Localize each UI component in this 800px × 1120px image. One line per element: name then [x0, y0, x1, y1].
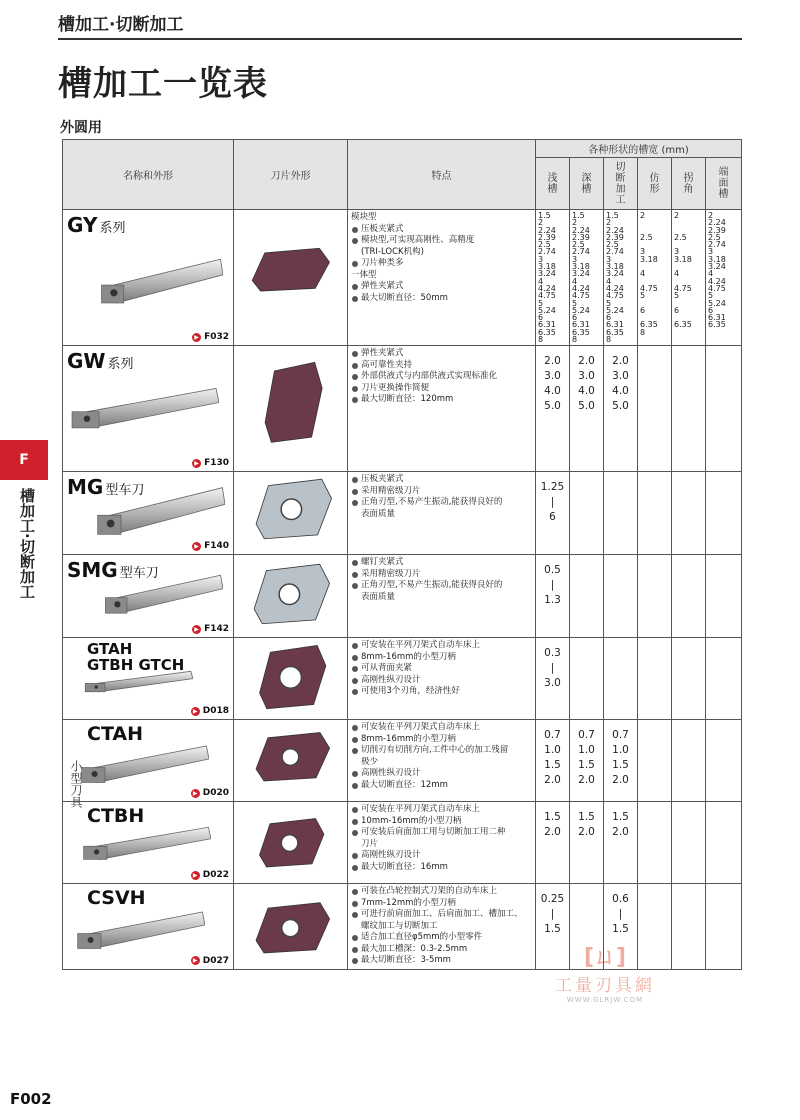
page-reference-text: D018 [202, 706, 229, 717]
features-cell [348, 720, 536, 802]
feature-item: 最大切断直径：12mm [351, 780, 532, 792]
feature-item: 模块型 [351, 212, 377, 222]
product-name-cell [63, 638, 234, 720]
feature-item: 高刚性纵刃设计 [351, 675, 532, 687]
feature-item: 最大切断直径：120mm [351, 394, 532, 406]
features-cell [348, 472, 536, 555]
product-name-cell [63, 346, 234, 472]
groove-width-cell [638, 346, 672, 472]
groove-width-cell: 2.0 3.0 4.0 5.0 [570, 346, 604, 472]
arrow-right-icon: ▶ [192, 459, 201, 468]
groove-width-cell: 2.0 3.0 4.0 5.0 [604, 346, 638, 472]
feature-item: 可安装在平列刀架式自动车床上 [351, 804, 532, 816]
insert-shape-cell [234, 802, 348, 884]
table-row [63, 346, 742, 472]
groove-width-cell [570, 638, 604, 720]
page-reference-text: D020 [202, 788, 229, 799]
feature-item: 采用精密级刀片 [351, 486, 532, 498]
feature-item: 正角刃型,不易产生振动,能获得良好的 [351, 580, 532, 592]
feature-item: 外部供液式与内部供液式实现标准化 [351, 371, 532, 383]
feature-item: 可安装在平列刀架式自动车床上 [351, 722, 532, 734]
feature-item: 弹性夹紧式 [351, 281, 532, 293]
groove-width-cell: 2.0 3.0 4.0 5.0 [536, 346, 570, 472]
groove-width-cell [638, 802, 672, 884]
features-cell [348, 555, 536, 638]
groove-width-cell [604, 555, 638, 638]
arrow-right-icon: ▶ [191, 956, 200, 965]
page-reference-link[interactable] [191, 788, 229, 798]
product-name-text: GW [67, 349, 106, 374]
feature-item: 极少 [361, 756, 379, 767]
feature-item: 一体型 [351, 269, 377, 280]
page-reference-link[interactable] [191, 956, 229, 966]
feature-item: 最大加工槽深：0.3-2.5mm [351, 944, 532, 956]
feature-item: 表面质量 [361, 508, 396, 519]
insert-image [252, 730, 332, 782]
product-name-text: GY [67, 213, 98, 237]
groove-width-cell: 0.7 1.0 1.5 2.0 [570, 720, 604, 802]
col-insert-header: 刀片外形 [234, 140, 348, 210]
product-name-text: GTAH GTBH GTCH [87, 640, 185, 675]
groove-width-cell: 0.7 1.0 1.5 2.0 [536, 720, 570, 802]
insert-image [262, 358, 324, 444]
groove-width-cell: 1.5 2 2.24 2.39 2.5 2.74 3 3.18 3.24 4 4.24 4.75 5 5.24 6 6.31 6.35 8 [536, 210, 570, 346]
page-reference-link[interactable] [191, 870, 229, 880]
watermark-url: WWW.GLRJW.COM [566, 996, 644, 1004]
arrow-right-icon: ▶ [192, 625, 201, 634]
feature-item: 可进行前肩面加工、后肩面加工、槽加工、 [351, 909, 532, 921]
feature-item: 表面质量 [361, 591, 396, 602]
groove-width-cell [638, 555, 672, 638]
feature-item: 适合加工直径φ5mm的小型零件 [351, 932, 532, 944]
insert-image [252, 900, 332, 954]
width-col-header: 浅 槽 [536, 158, 570, 210]
product-name-text: CSVH [87, 887, 146, 910]
header-title: 槽加工·切断加工 [58, 15, 184, 35]
tool-holder-image [69, 382, 219, 436]
page-reference-text: F130 [204, 458, 229, 469]
insert-image [256, 642, 328, 710]
insert-image [252, 476, 334, 540]
feature-item: 可安装后肩面加工用与切断加工用二种 [351, 827, 532, 839]
groove-width-cell [706, 884, 742, 970]
product-name-cell [63, 720, 234, 802]
product-name-cell [63, 472, 234, 555]
insert-shape-cell [234, 720, 348, 802]
arrow-right-icon: ▶ [191, 789, 200, 798]
tool-holder-image [75, 906, 205, 956]
watermark-text: 工量刃具網 [555, 976, 655, 996]
product-name-suffix: 系列 [99, 221, 126, 236]
feature-item: 正角刃型,不易产生振动,能获得良好的 [351, 497, 532, 509]
product-name-text: SMG [67, 558, 118, 583]
table-row [63, 638, 742, 720]
product-name-text: CTAH [87, 723, 144, 746]
groove-width-cell: 1.25 | 6 [536, 472, 570, 555]
feature-item: 高可靠性夹持 [351, 360, 532, 372]
feature-item: 高刚性纵刃设计 [351, 768, 532, 780]
feature-item: 可使用3个刃角，经济性好 [351, 686, 532, 698]
groove-width-cell: 0.25 | 1.5 [536, 884, 570, 970]
features-cell [348, 884, 536, 970]
page-reference-link[interactable] [191, 706, 229, 716]
side-tab[interactable]: F [0, 440, 48, 480]
feature-item: 10mm-16mm的小型刀柄 [351, 816, 532, 828]
feature-item: 压板夹紧式 [351, 224, 532, 236]
product-name-cell [63, 555, 234, 638]
watermark [530, 940, 680, 1020]
groove-width-cell [638, 720, 672, 802]
table-row [63, 472, 742, 555]
insert-shape-cell [234, 638, 348, 720]
groove-width-cell [570, 555, 604, 638]
product-name-suffix: 系列 [107, 357, 134, 373]
feature-item: 可安装在平列刀架式自动车床上 [351, 640, 532, 652]
groove-width-cell [706, 638, 742, 720]
feature-item: 8mm-16mm的小型刀柄 [351, 734, 532, 746]
tool-holder-image [81, 822, 211, 866]
tool-holder-image [79, 740, 209, 790]
page-number: F002 [10, 1090, 52, 1108]
groove-width-cell [706, 555, 742, 638]
feature-item: 刀片种类多 [351, 258, 532, 270]
page-reference-link[interactable] [192, 458, 229, 468]
header-rule [58, 38, 742, 40]
groove-width-cell: 1.5 2 2.24 2.39 2.5 2.74 3 3.18 3.24 4 4.24 4.75 5 5.24 6 6.31 6.35 8 [604, 210, 638, 346]
small-tools-group-label: 小型刀具 [69, 760, 83, 808]
feature-item: 切削刃有切削方向,工件中心的加工残留 [351, 745, 532, 757]
feature-item: 可装在凸轮控制式刀架的自动车床上 [351, 886, 532, 898]
groove-width-cell [672, 555, 706, 638]
arrow-right-icon: ▶ [191, 707, 200, 716]
groove-width-cell [706, 720, 742, 802]
insert-shape-cell [234, 210, 348, 346]
arrow-right-icon: ▶ [192, 542, 201, 551]
groove-width-cell [604, 472, 638, 555]
tool-holder-image [103, 569, 223, 621]
product-name [67, 213, 125, 237]
features-cell [348, 638, 536, 720]
groove-width-cell: 0.6 | 1.5 [604, 884, 638, 970]
table-row [63, 210, 742, 346]
feature-item: 最大切断直径：3-5mm [351, 955, 532, 967]
groove-width-cell [672, 638, 706, 720]
col-name-header: 名称和外形 [63, 140, 234, 210]
groove-width-cell: 1.5 2.0 [604, 802, 638, 884]
section-label: 外圆用 [60, 120, 102, 136]
groove-width-cell: 0.3 | 3.0 [536, 638, 570, 720]
product-name-cell [63, 802, 234, 884]
product-name-text: MG [67, 475, 104, 500]
tool-holder-image [83, 668, 193, 696]
groove-width-cell: 2 2.5 3 3.18 4 4.75 5 6 6.35 8 [638, 210, 672, 346]
groove-width-cell: 1.5 2.0 [536, 802, 570, 884]
feature-item: 高刚性纵刃设计 [351, 850, 532, 862]
product-name-text: CTBH [87, 805, 145, 828]
insert-shape-cell [234, 555, 348, 638]
feature-item: 7mm-12mm的小型刀柄 [351, 898, 532, 910]
width-col-header: 切 断 加 工 [604, 158, 638, 210]
col-group-header: 各种形状的槽宽 (mm) [536, 140, 742, 158]
feature-item: 可从背面夹紧 [351, 663, 532, 675]
feature-item: 刀片 [361, 838, 379, 849]
groove-width-cell: 1.5 2 2.24 2.39 2.5 2.74 3 3.18 3.24 4 4.24 4.75 5 5.24 6 6.31 6.35 8 [570, 210, 604, 346]
arrow-right-icon: ▶ [192, 333, 201, 342]
features-cell [348, 346, 536, 472]
insert-image [256, 816, 326, 868]
side-tab-text: 槽加工·切断加工 [18, 488, 36, 599]
width-col-header: 拐 角 [672, 158, 706, 210]
insert-image [248, 246, 332, 292]
grooving-overview-table [62, 139, 742, 970]
tool-holder-image [95, 480, 225, 544]
groove-width-cell: 2 2.24 2.39 2.5 2.74 3 3.18 3.24 4 4.24 4.75 5 5.24 6 6.31 6.35 [706, 210, 742, 346]
product-name-suffix: 型车刀 [119, 566, 159, 582]
groove-width-cell: 1.5 2.0 [570, 802, 604, 884]
groove-width-cell: 0.5 | 1.3 [536, 555, 570, 638]
groove-width-cell [570, 472, 604, 555]
page-reference-link[interactable] [192, 541, 229, 551]
col-features-header: 特点 [348, 140, 536, 210]
groove-width-cell [672, 346, 706, 472]
product-name [67, 349, 134, 373]
product-name-cell [63, 210, 234, 346]
table-row [63, 720, 742, 802]
page-reference-link[interactable] [192, 624, 229, 634]
insert-shape-cell [234, 472, 348, 555]
feature-item: 最大切断直径：50mm [351, 293, 532, 305]
watermark-logo: [ㄩ] [583, 945, 627, 970]
groove-width-cell [706, 802, 742, 884]
feature-item: (TRI-LOCK机构) [361, 246, 424, 257]
insert-image [250, 561, 332, 625]
page-reference-text: D022 [202, 870, 229, 881]
features-cell [348, 802, 536, 884]
groove-width-cell [638, 638, 672, 720]
width-col-header: 端 面 槽 [706, 158, 742, 210]
feature-item: 模块型,可实现高刚性、高精度 [351, 235, 532, 247]
tool-holder-image [99, 252, 223, 312]
product-name-suffix: 型车刀 [105, 483, 145, 499]
page-reference-text: F032 [204, 332, 229, 343]
feature-item: 采用精密级刀片 [351, 569, 532, 581]
width-col-header: 深 槽 [570, 158, 604, 210]
feature-item: 螺纹加工与切断加工 [361, 920, 438, 931]
groove-width-cell [604, 638, 638, 720]
page-reference-text: F142 [204, 624, 229, 635]
grooving-table-wrap [62, 139, 741, 966]
groove-width-cell [672, 802, 706, 884]
groove-width-cell [672, 720, 706, 802]
groove-width-cell [638, 472, 672, 555]
insert-shape-cell [234, 346, 348, 472]
features-cell [348, 210, 536, 346]
feature-item: 刀片更换操作简便 [351, 383, 532, 395]
feature-item: 最大切断直径：16mm [351, 862, 532, 874]
feature-item: 压板夹紧式 [351, 474, 532, 486]
groove-width-cell: 0.7 1.0 1.5 2.0 [604, 720, 638, 802]
groove-width-cell [706, 472, 742, 555]
arrow-right-icon: ▶ [191, 871, 200, 880]
page-reference-text: F140 [204, 541, 229, 552]
page-title: 槽加工一览表 [58, 64, 268, 104]
feature-item: 8mm-16mm的小型刀柄 [351, 652, 532, 664]
page-reference-text: D027 [202, 955, 229, 966]
width-col-header: 仿 形 [638, 158, 672, 210]
insert-shape-cell [234, 884, 348, 970]
groove-width-cell [706, 346, 742, 472]
groove-width-cell: 2 2.5 3 3.18 4 4.75 5 6 6.35 [672, 210, 706, 346]
groove-width-cell [672, 472, 706, 555]
feature-item: 螺钉夹紧式 [351, 557, 532, 569]
page-reference-link[interactable] [192, 332, 229, 342]
feature-item: 弹性夹紧式 [351, 348, 532, 360]
table-row [63, 802, 742, 884]
product-name-cell [63, 884, 234, 970]
table-row [63, 555, 742, 638]
